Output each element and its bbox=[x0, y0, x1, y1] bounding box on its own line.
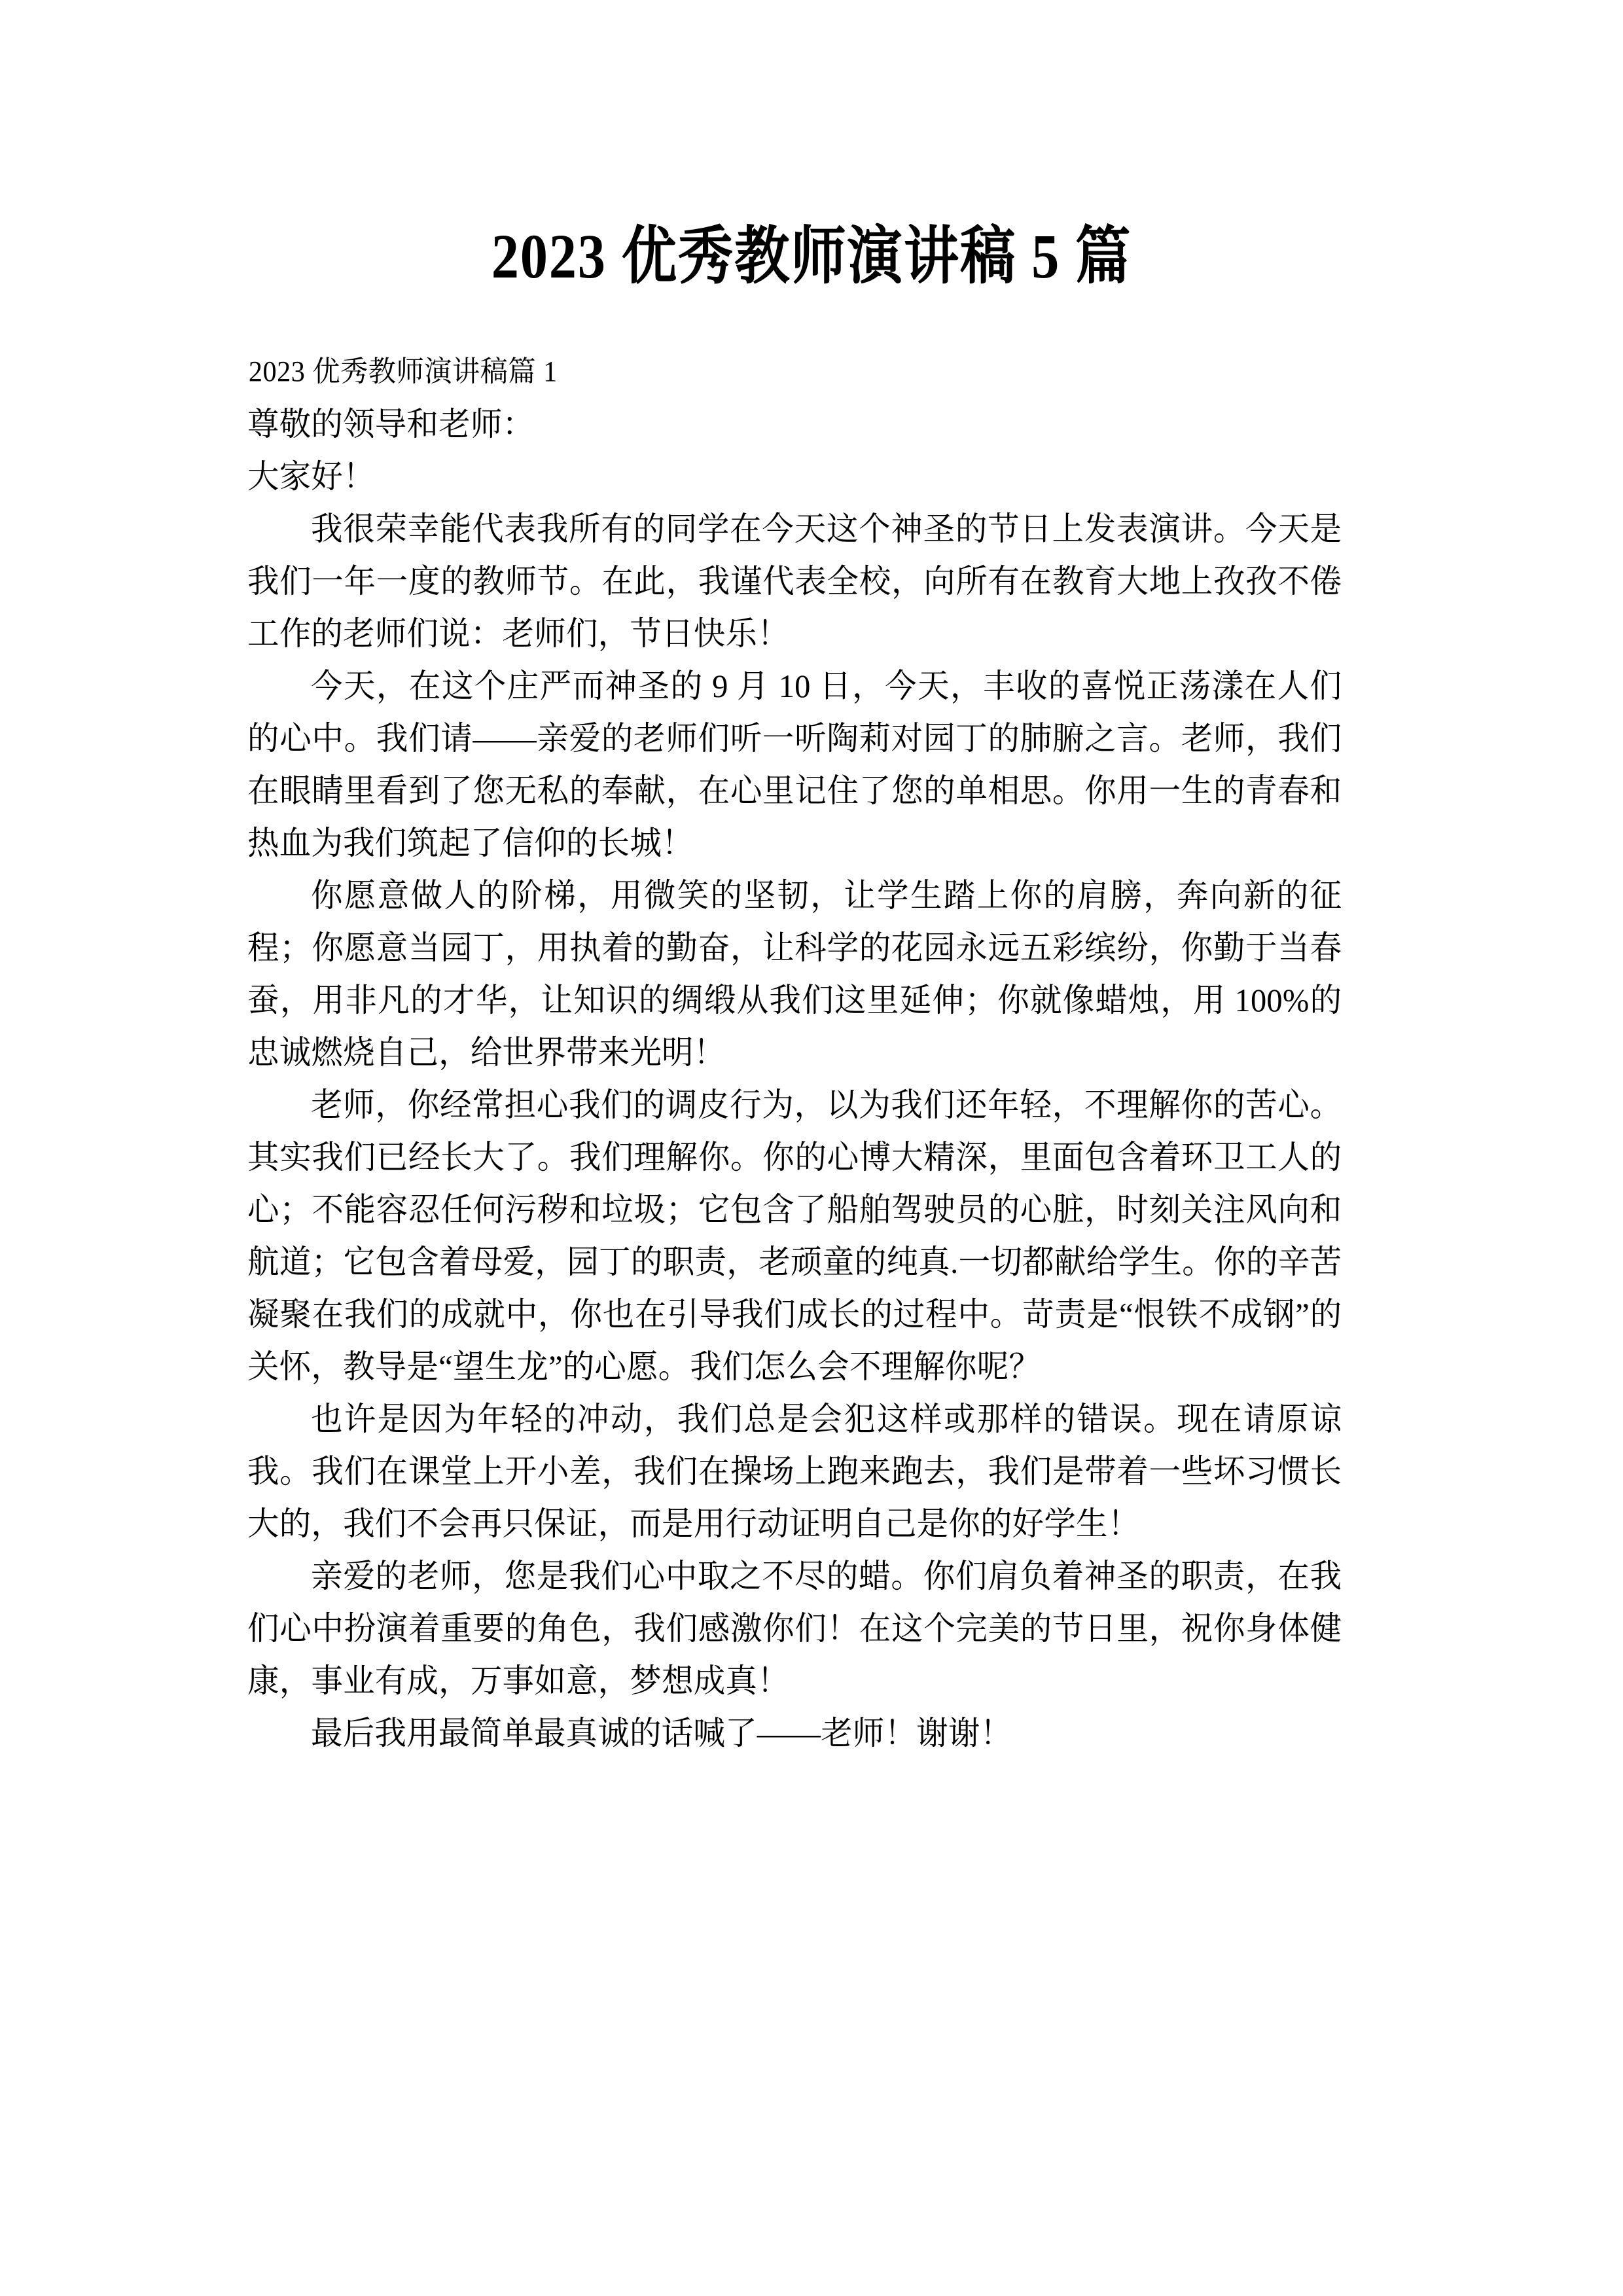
paragraph-greeting: 大家好！ bbox=[247, 458, 375, 495]
paragraph-6: 亲爱的老师，您是我们心中取之不尽的蜡。你们肩负着神圣的职责，在我们心中扮演着重要的角色，我们感激你们！在这个完美的节日里，祝你身体健康，事业有成，万事如意，梦想成真！ bbox=[247, 1558, 1342, 1699]
paragraph-closing: 最后我用最简单最真诚的话喊了——老师！谢谢！ bbox=[311, 1715, 1012, 1751]
paragraph-3: 你愿意做人的阶梯，用微笑的坚韧，让学生踏上你的肩膀，奔向新的征程；你愿意当园丁，用执着的勤奋，让科学的花园永远五彩缤纷，你勤于当春蚕，用非凡的才华，让知识的绸缎从我们这里延伸；你就像蜡烛，用 100%的忠诚燃烧自己，给世界带来光明！ bbox=[247, 877, 1342, 1071]
paragraph-1: 我很荣幸能代表我所有的同学在今天这个神圣的节日上发表演讲。今天是我们一年一度的教师节。在此，我谨代表全校，向所有在教育大地上孜孜不倦工作的老师们说：老师们，节日快乐！ bbox=[247, 511, 1342, 652]
document-body bbox=[247, 346, 1376, 1759]
paragraph-salutation: 尊敬的领导和老师： bbox=[247, 406, 535, 442]
page-title: 2023 优秀教师演讲稿 5 篇 bbox=[491, 221, 1132, 292]
paragraph-4: 老师，你经常担心我们的调皮行为，以为我们还年轻，不理解你的苦心。其实我们已经长大了。我们理解你。你的心博大精深，里面包含着环卫工人的心；不能容忍任何污秽和垃圾；它包含了船舶驾驶员的心脏，时刻关注风向和航道；它包含着母爱，园丁的职责，老顽童的纯真.一切都献给学生。你的辛苦凝聚在我们的成就中，你也在引导我们成长的过程中。苛责是“恨铁不成钢”的关怀，教导是“望生龙”的心愿。我们怎么会不理解你呢？ bbox=[247, 1086, 1342, 1385]
paragraph-2: 今天，在这个庄严而神圣的 9 月 10 日，今天，丰收的喜悦正荡漾在人们的心中。我们请——亲爱的老师们听一听陶莉对园丁的肺腑之言。老师，我们在眼睛里看到了您无私的奉献，在心里记住了您的单相思。你用一生的青春和热血为我们筑起了信仰的长城！ bbox=[247, 668, 1342, 861]
paragraph-5: 也许是因为年轻的冲动，我们总是会犯这样或那样的错误。现在请原谅我。我们在课堂上开小差，我们在操场上跑来跑去，我们是带着一些坏习惯长大的，我们不会再只保证，而是用行动证明自己是你的好学生！ bbox=[247, 1401, 1342, 1542]
section-heading: 2023 优秀教师演讲稿篇 1 bbox=[248, 355, 558, 387]
